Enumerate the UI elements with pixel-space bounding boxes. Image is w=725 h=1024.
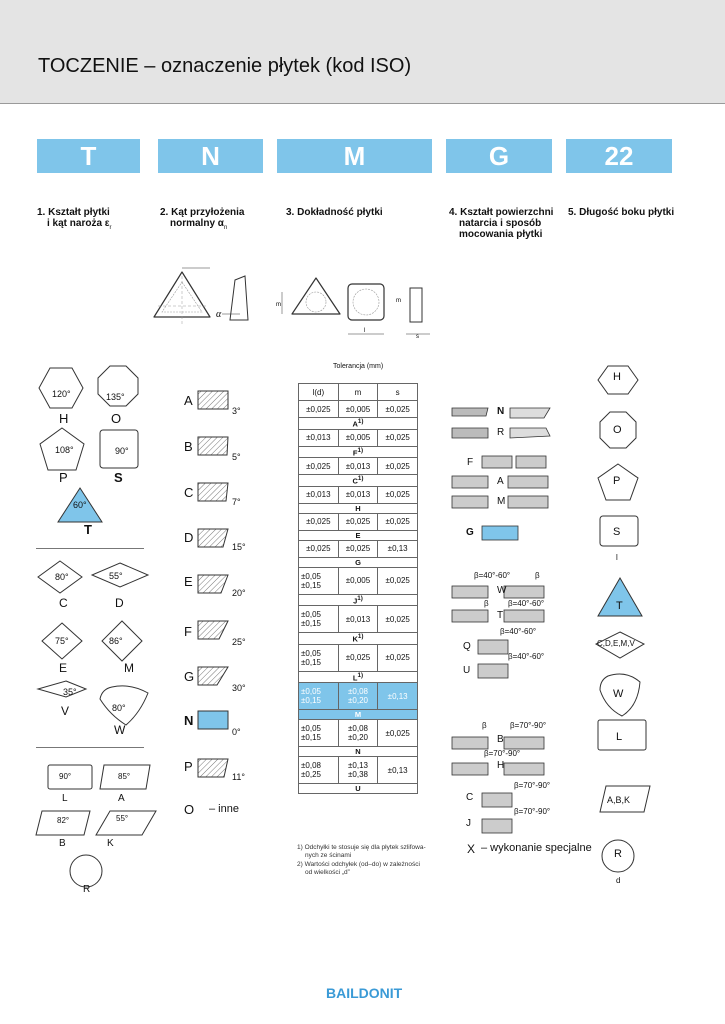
table-row: ±0,025 ±0,025 ±0,025 <box>299 513 418 530</box>
shape-K-angle: 55° <box>116 814 129 823</box>
table-class-row: U <box>299 784 418 794</box>
tolerance-caption: Tolerancja (mm) <box>333 363 384 370</box>
shape-P-letter: P <box>59 470 68 485</box>
table-class-row: $F^{1)}$ <box>299 446 418 458</box>
clearance-F-angle: 25° <box>232 637 246 647</box>
table-class-row: $L^{1)}$ <box>299 671 418 683</box>
clearance-E-letter: E <box>184 574 193 589</box>
column-label-rake: 4. Kształt powierzchni natarcia i sposób mocowania płytki <box>449 207 554 240</box>
shape-O-angle: 135° <box>106 392 125 402</box>
shape-M-angle: 86° <box>109 636 123 646</box>
clearance-D-letter: D <box>184 530 194 545</box>
table-row: ±0,08 ±0,25 ±0,13 ±0,38 ±0,13 <box>299 757 418 784</box>
shape-V-angle: 35° <box>63 687 77 697</box>
clearance-G-angle: 30° <box>232 683 246 693</box>
table-row: ±0,05 ±0,15 ±0,025 ±0,025 <box>299 644 418 671</box>
table-class-row: H <box>299 503 418 513</box>
page-header <box>0 0 725 104</box>
column-label-clearance: 2. Kąt przyłożenia normalny $\alpha_n$ <box>160 207 245 231</box>
shape-C-letter: C <box>59 596 68 610</box>
column-label-length: 5. Długość boku płytki <box>568 207 675 218</box>
table-row-highlighted: ±0,05 ±0,15 ±0,08 ±0,20 ±0,13 <box>299 683 418 710</box>
rake-beta-b: β <box>484 599 489 608</box>
rake-group-2 <box>448 570 568 680</box>
shape-R-letter: R <box>83 884 91 895</box>
clearance-B-letter: B <box>184 439 193 454</box>
shape-A-letter: A <box>118 793 125 804</box>
tolerance-diagram <box>276 262 436 347</box>
shape-C-angle: 80° <box>55 572 69 582</box>
length-ABK: A,B,K <box>607 795 631 805</box>
shape-P-angle: 108° <box>55 445 74 455</box>
shape-E-angle: 75° <box>55 636 69 646</box>
rake-C-letter: C <box>466 792 474 803</box>
table-class-row: G <box>299 557 418 567</box>
rake-M-letter: M <box>497 496 506 507</box>
rake-T-letter: T <box>497 610 504 621</box>
length-L: L <box>616 731 623 743</box>
column-label-tolerance: 3. Dokładność płytki <box>286 207 383 218</box>
shape-B-letter: B <box>59 838 66 849</box>
clearance-E-angle: 20° <box>232 588 246 598</box>
rake-group-1 <box>448 400 558 545</box>
rake-beta-40-60-d: β=40°-60° <box>508 652 545 661</box>
rake-A-letter: A <box>497 476 504 487</box>
clearance-O-letter: O <box>184 802 195 817</box>
rake-beta-a: β <box>535 571 540 580</box>
length-S: S <box>613 526 621 538</box>
rake-X-letter: X <box>467 842 476 856</box>
rake-beta-70-90-c: β=70°-90° <box>514 781 551 790</box>
shape-D-angle: 55° <box>109 571 123 581</box>
table-class-row: E <box>299 530 418 540</box>
shape-T-letter: T <box>84 522 92 537</box>
header-s: s <box>378 384 418 401</box>
shape-W-angle: 80° <box>112 703 126 713</box>
table-row: ±0,05 ±0,15 ±0,005 ±0,025 <box>299 567 418 594</box>
rake-F-letter: F <box>467 457 474 468</box>
shape-H-angle: 120° <box>52 389 71 399</box>
table-row: ±0,025 ±0,025 ±0,13 <box>299 540 418 557</box>
code-box-tolerance: M <box>277 139 432 173</box>
svg-text:m: m <box>276 302 281 308</box>
tolerance-header-row <box>299 384 418 401</box>
rake-B-letter: B <box>497 734 504 745</box>
length-T: T <box>616 600 623 612</box>
column-label-shape: 1. Kształt płytki i kąt naroża $\varepsilon_r$ <box>37 207 112 231</box>
rake-beta-70-90-d: β=70°-90° <box>514 807 551 816</box>
shape-S-angle: 90° <box>115 446 129 456</box>
table-class-row: N <box>299 747 418 757</box>
shape-L-letter: L <box>62 793 68 804</box>
clearance-C-angle: 7° <box>232 497 241 507</box>
shapes-group-3 <box>30 755 160 905</box>
footnote-2: 2) Wartości odchyłek (od–do) w zależności od wielkości „d” <box>297 861 420 876</box>
shape-T-angle: 60° <box>73 500 87 510</box>
table-class-row-highlighted: M <box>299 710 418 720</box>
shape-W-letter: W <box>114 723 126 737</box>
table-row: ±0,025 ±0,005 ±0,025 <box>299 401 418 418</box>
clearance-N-angle: 0° <box>232 727 241 737</box>
shape-E-letter: E <box>59 661 68 675</box>
table-row: ±0,05 ±0,15 ±0,08 ±0,20 ±0,025 <box>299 720 418 747</box>
footnote-1: 1) Odchyłki te stosuje się dla płytek szlifowa- nych ze ścinami <box>297 844 426 859</box>
clearance-diagram <box>150 262 260 342</box>
rake-X-text: – wykonanie specjalne <box>481 842 592 854</box>
shape-S-letter: S <box>114 470 123 485</box>
rake-beta-40-60-c: β=40°-60° <box>500 627 537 636</box>
clearance-G-letter: G <box>184 669 195 684</box>
rake-Q-letter: Q <box>463 641 471 652</box>
shape-D-letter: D <box>115 596 124 610</box>
tolerance-table <box>298 383 418 794</box>
table-class-row: $C^{1)}$ <box>299 475 418 487</box>
shape-H-letter: H <box>59 411 69 426</box>
length-P: P <box>613 475 621 487</box>
length-l-label: l <box>616 553 618 562</box>
clearance-A-letter: A <box>184 393 193 408</box>
shapes-group-1 <box>30 360 160 550</box>
shape-O-letter: O <box>111 411 122 426</box>
table-row: ±0,025 ±0,013 ±0,025 <box>299 458 418 475</box>
svg-text:m: m <box>396 298 401 304</box>
clearance-P-letter: P <box>184 759 193 774</box>
rake-beta-c: β <box>482 721 487 730</box>
clearance-D-angle: 15° <box>232 542 246 552</box>
rake-U-letter: U <box>463 665 471 676</box>
rake-N-letter: N <box>497 406 505 417</box>
shape-A-angle: 85° <box>118 772 131 781</box>
page-title: TOCZENIE – oznaczenie płytek (kod ISO) <box>38 55 412 77</box>
header-m: m <box>338 384 378 401</box>
table-class-row: $A^{1)}$ <box>299 418 418 430</box>
shapes-divider-2 <box>36 747 144 748</box>
shape-L-angle: 90° <box>59 772 72 781</box>
svg-text:α: α <box>216 309 222 320</box>
rake-beta-70-90-a: β=70°-90° <box>510 721 547 730</box>
table-class-row: $J^{1)}$ <box>299 594 418 606</box>
clearance-F-letter: F <box>184 624 192 639</box>
shape-V-letter: V <box>61 704 70 718</box>
table-class-row: $K^{1)}$ <box>299 633 418 645</box>
length-W: W <box>613 688 624 700</box>
rake-beta-40-60-a: β=40°-60° <box>474 571 511 580</box>
shape-K-letter: K <box>107 838 114 849</box>
length-d-label: d <box>616 876 621 885</box>
shape-M-letter: M <box>124 661 134 675</box>
shapes-group-2 <box>30 555 160 745</box>
svg-text:l: l <box>364 328 366 334</box>
clearance-A-angle: 3° <box>232 406 241 416</box>
length-CDEMV: C,D,E,M,V <box>597 639 635 648</box>
rake-R-letter: R <box>497 427 505 438</box>
brand-logo: BAILDONIT <box>326 985 403 1001</box>
clearance-B-angle: 5° <box>232 452 241 462</box>
svg-text:s: s <box>416 334 419 340</box>
clearance-N-letter: N <box>184 713 194 728</box>
clearance-O-text: – inne <box>209 803 239 815</box>
length-H: H <box>613 371 621 383</box>
rake-J-letter: J <box>466 818 471 829</box>
table-row: ±0,05 ±0,15 ±0,013 ±0,025 <box>299 606 418 633</box>
table-row: ±0,013 ±0,013 ±0,025 <box>299 486 418 503</box>
length-shapes <box>580 350 670 890</box>
clearance-C-letter: C <box>184 485 194 500</box>
clearance-P-angle: 11° <box>232 772 245 782</box>
rake-H-letter: H <box>497 760 505 771</box>
header-ld: l(d) <box>299 384 339 401</box>
code-box-shape: T <box>37 139 140 173</box>
rake-beta-70-90-b: β=70°-90° <box>484 749 521 758</box>
code-box-length: 22 <box>566 139 672 173</box>
table-row: ±0,013 ±0,005 ±0,025 <box>299 429 418 446</box>
code-box-rake: G <box>446 139 552 173</box>
rake-beta-40-60-b: β=40°-60° <box>508 599 545 608</box>
length-O: O <box>613 424 622 436</box>
shapes-divider-1 <box>36 548 144 549</box>
rake-G-letter: G <box>466 527 474 538</box>
shape-B-angle: 82° <box>57 816 70 825</box>
length-R: R <box>614 848 622 860</box>
rake-W-letter: W <box>497 585 507 596</box>
code-box-clearance: N <box>158 139 263 173</box>
